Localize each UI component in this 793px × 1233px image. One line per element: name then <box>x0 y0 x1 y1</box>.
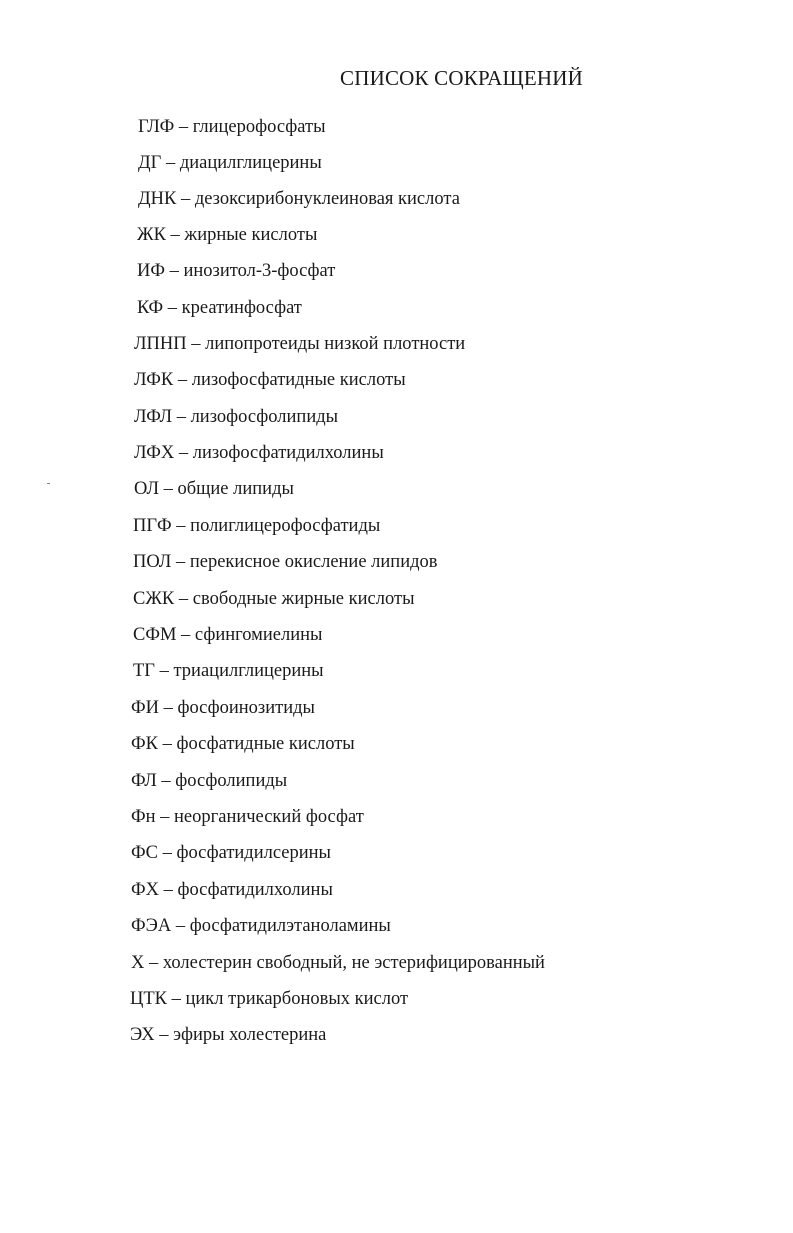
definition: лизофосфатидные кислоты <box>191 370 406 390</box>
separator: – <box>165 153 176 173</box>
separator: – <box>178 443 189 463</box>
definition: общие липиды <box>177 479 294 499</box>
abbreviation: Фн <box>131 807 156 827</box>
definition: фосфатидилэтаноламины <box>189 916 391 936</box>
abbreviation: ФИ <box>131 698 159 718</box>
separator: – <box>175 916 186 936</box>
separator: – <box>178 117 189 137</box>
definition: липопротеиды низкой плотности <box>205 334 466 354</box>
abbreviation: ДНК <box>138 189 177 209</box>
abbreviation: ПГФ <box>133 516 172 536</box>
separator: – <box>167 298 178 318</box>
list-item <box>138 152 322 174</box>
separator: – <box>169 261 179 281</box>
definition: лизофосфолипиды <box>190 407 339 427</box>
definition: неорганический фосфат <box>174 807 364 827</box>
definition: холестерин свободный, не эстерифицированный <box>162 953 545 973</box>
list-item <box>134 442 384 464</box>
abbreviation: ФЭА <box>131 916 172 936</box>
abbreviation: СФМ <box>133 625 177 645</box>
scan-speck <box>47 483 50 484</box>
list-item <box>131 806 364 828</box>
definition: перекисное окисление липидов <box>189 552 438 572</box>
abbreviation: ФК <box>131 734 158 754</box>
definition: эфиры холестерина <box>173 1025 327 1045</box>
abbreviation: ТГ <box>133 661 155 681</box>
list-item <box>131 697 315 719</box>
definition: фосфатидилхолины <box>177 880 333 900</box>
abbreviation: ФЛ <box>131 771 157 791</box>
abbreviation: ДГ <box>138 153 162 173</box>
separator: – <box>161 771 171 791</box>
definition: фосфоинозитиды <box>177 698 315 718</box>
separator: – <box>170 225 180 245</box>
separator: – <box>171 989 181 1009</box>
list-item <box>134 333 465 355</box>
separator: – <box>160 807 170 827</box>
abbreviation: ЛФЛ <box>134 407 173 427</box>
list-item <box>133 588 415 610</box>
list-item <box>133 551 438 573</box>
definition: лизофосфатидилхолины <box>192 443 384 463</box>
list-item <box>131 952 545 974</box>
separator: – <box>181 625 191 645</box>
list-item <box>130 1024 326 1046</box>
definition: полиглицерофосфатиды <box>190 516 381 536</box>
abbreviation: ИФ <box>137 261 165 281</box>
separator: – <box>163 698 173 718</box>
abbreviation: ЛПНП <box>134 334 187 354</box>
separator: – <box>191 334 201 354</box>
separator: – <box>178 589 189 609</box>
abbreviation: Х <box>131 953 145 973</box>
definition: инозитол-3-фосфат <box>183 261 336 281</box>
separator: – <box>163 880 173 900</box>
list-item <box>131 915 391 937</box>
definition: креатинфосфат <box>181 298 302 318</box>
definition: глицерофосфаты <box>192 117 326 137</box>
definition: фосфатидные кислоты <box>176 734 355 754</box>
abbreviation: КФ <box>137 298 164 318</box>
list-item <box>131 842 331 864</box>
list-item <box>133 660 324 682</box>
abbreviation: ЦТК <box>130 989 167 1009</box>
list-item <box>134 478 294 500</box>
abbreviation: ЛФХ <box>134 443 175 463</box>
abbreviation: ЖК <box>137 225 166 245</box>
list-item <box>131 733 355 755</box>
abbreviation: ФХ <box>131 880 159 900</box>
separator: – <box>176 407 186 427</box>
separator: – <box>162 843 172 863</box>
list-item <box>137 224 317 246</box>
separator: – <box>159 1025 169 1045</box>
abbreviation: ФС <box>131 843 158 863</box>
abbreviation: ЭХ <box>130 1025 155 1045</box>
definition: диацилглицерины <box>179 153 322 173</box>
separator: – <box>159 661 169 681</box>
abbreviation: ОЛ <box>134 479 159 499</box>
definition: жирные кислоты <box>184 225 318 245</box>
definition: триацилглицерины <box>173 661 324 681</box>
list-item <box>137 297 302 319</box>
list-item <box>131 770 287 792</box>
abbreviation: СЖК <box>133 589 175 609</box>
page-title: СПИСОК СОКРАЩЕНИЙ <box>340 66 584 90</box>
list-item <box>130 988 408 1010</box>
list-item <box>133 515 380 537</box>
definition: сфингомиелины <box>194 625 323 645</box>
definition: свободные жирные кислоты <box>192 589 415 609</box>
separator: – <box>176 516 186 536</box>
definition: цикл трикарбоновых кислот <box>185 989 409 1009</box>
separator: – <box>162 734 172 754</box>
separator: – <box>180 189 191 209</box>
separator: – <box>177 370 188 390</box>
list-item <box>133 624 322 646</box>
list-item <box>138 188 460 210</box>
abbreviation: ЛФК <box>134 370 174 390</box>
abbreviation: ПОЛ <box>133 552 172 572</box>
definition: фосфолипиды <box>175 771 288 791</box>
separator: – <box>175 552 186 572</box>
list-item <box>138 116 326 138</box>
definition: дезоксирибонуклеиновая кислота <box>194 189 460 209</box>
list-item <box>134 406 338 428</box>
list-item <box>134 369 406 391</box>
separator: – <box>149 953 159 973</box>
list-item <box>137 260 335 282</box>
abbreviation: ГЛФ <box>138 117 175 137</box>
separator: – <box>163 479 173 499</box>
definition: фосфатидилсерины <box>176 843 331 863</box>
list-item <box>131 879 333 901</box>
